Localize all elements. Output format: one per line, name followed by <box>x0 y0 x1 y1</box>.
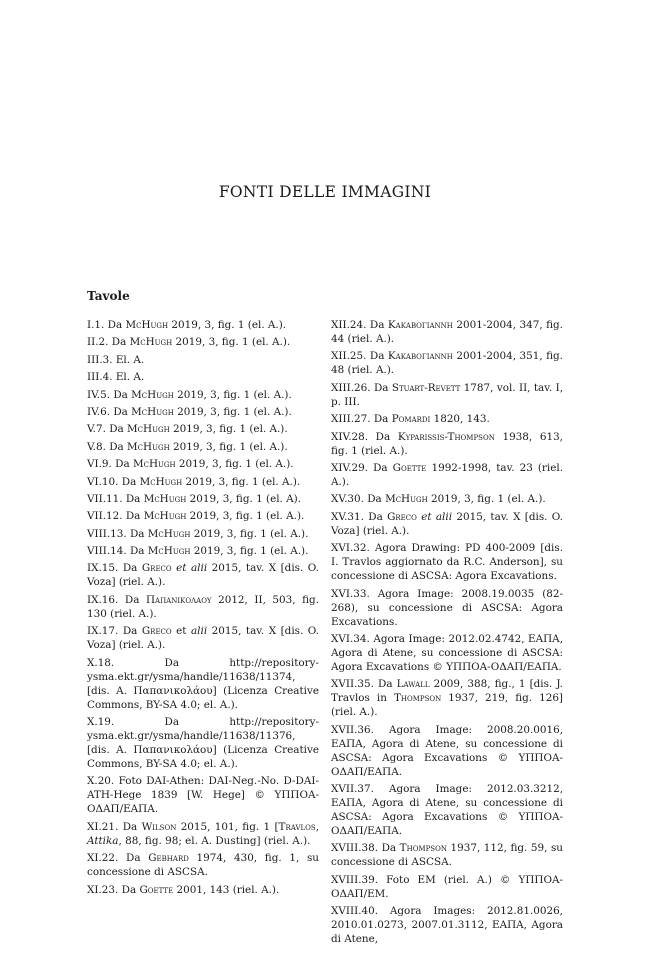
entry-text: , <box>315 820 319 833</box>
source-entry <box>331 873 563 901</box>
entry-id: XII.24. <box>331 319 367 331</box>
entry-text: 2019, 3, fig. 1 (el. A). <box>186 492 302 505</box>
entry-author: McHugh <box>143 492 187 505</box>
entry-author: McHugh <box>127 440 170 453</box>
entry-text: Da <box>104 319 126 331</box>
source-entry <box>87 318 319 332</box>
entry-text: 1937, 112, fig. 59, su concessione di ASCSA. <box>331 842 563 869</box>
entry-text: 1820, 143. <box>430 413 490 426</box>
entry-italic: et alii <box>171 562 208 575</box>
entry-id: I.1. <box>87 319 105 331</box>
page-title: FONTI DELLE IMMAGINI <box>218 183 432 201</box>
entry-text: 2001, 143 (riel. A.). <box>173 883 280 896</box>
entry-author: McHugh <box>129 336 173 349</box>
source-entry <box>87 457 319 471</box>
entry-text: et <box>171 625 191 638</box>
entry-text: Da <box>122 492 144 505</box>
entry-author: Κακαβογιαννη <box>387 350 453 363</box>
entry-text: 2009, 388, fig., 1 [dis. J. Travlos in <box>331 678 563 705</box>
source-entry <box>331 904 563 946</box>
entry-italic: et alii <box>416 510 453 523</box>
entry-text: 2019, 3, fig. 1 (el. A.). <box>173 388 292 401</box>
entry-text: Da <box>118 593 146 606</box>
entry-text: 2001-2004, 347, fig. 44 (riel. A.). <box>331 319 563 345</box>
entry-text: Da <box>363 493 386 506</box>
entry-id: V.7. <box>87 423 106 436</box>
entry-id: XIV.29. <box>331 461 369 474</box>
entry-text: 2015, tav. X [dis. O. Voza] (riel. A.). <box>331 510 563 537</box>
entry-italic: Attika <box>87 834 119 847</box>
source-entry <box>331 461 563 489</box>
entry-text: Foto DAI-Athen: DAI-Neg.-No. D-DAI-ATH-Hege 1839 [W. Hege] © ΥΠΠΟΑ-ΟΔΑΠ/ΕΑΠΑ. <box>87 775 319 816</box>
source-entry <box>87 353 319 367</box>
entry-text: 2019, 3, fig. 1 (el. A.). <box>168 319 287 331</box>
entry-text: 2019, 3, fig. 1 (el. A.). <box>169 440 288 453</box>
entry-id: VII.12. <box>87 510 123 523</box>
entry-id: XIII.26. <box>331 381 371 394</box>
entry-text: 1974, 430, fig. 1, su concessione di ASCSA. <box>87 852 319 879</box>
entry-text: 2019, 3, fig. 1 (el. A.). <box>182 475 301 488</box>
source-entry <box>87 561 319 589</box>
entry-text: 1938, 613, fig. 1 (riel. A.). <box>331 430 563 457</box>
entry-text: Da http://repository-ysma.ekt.gr/ysma/handle/11638/11376, [dis. A. Παπανικολάου] (Licenza Creative Commons, BY-SA 4.0; el. A.). <box>87 716 319 771</box>
entry-text: Da <box>363 510 388 523</box>
entry-author: Greco <box>141 562 172 575</box>
source-entry <box>331 381 563 409</box>
entry-text: Da <box>126 527 148 540</box>
entry-text: Da http://repository-ysma.ekt.gr/ysma/handle/11638/11374, [dis. A. Παπανικολάου] (Licenza Creative Commons, BY-SA 4.0; el. A.). <box>87 656 319 711</box>
entry-id: XVIII.38. <box>331 842 379 855</box>
left-column <box>87 318 319 900</box>
entry-text: 2019, 3, fig. 1 (el. A.). <box>169 423 288 436</box>
entry-id: VIII.14. <box>87 545 127 558</box>
entry-text: , 88, fig. 98; el. A. Dusting] (riel. A.). <box>118 834 311 847</box>
entry-text: Agora Image: 2008.19.0035 (82-268), su concessione di ASCSA: Agora Excavations. <box>331 587 563 628</box>
entry-text: 2019, 3, fig. 1 (el. A.). <box>173 405 292 418</box>
entry-id: VIII.13. <box>87 527 127 540</box>
entry-id: V.8. <box>87 440 106 453</box>
source-entry <box>331 492 563 506</box>
source-entry <box>87 544 319 558</box>
entry-author: Greco <box>387 510 417 523</box>
entry-author: Κακαβογιαννη <box>387 319 453 331</box>
source-entry <box>87 851 319 879</box>
entry-text: 1787, vol. II, tav. I, p. III. <box>331 381 563 408</box>
entry-author: McHugh <box>127 423 170 436</box>
entry-author: Greco <box>141 625 172 638</box>
entry-author: Thompson <box>393 692 442 705</box>
entry-text: Agora Drawing: PD 400-2009 [dis. I. Travlos aggiornato da R.C. Anderson], su concessione di ASCSA: Agora Excavations. <box>331 542 563 583</box>
entry-id: VI.9. <box>87 458 112 471</box>
source-entry <box>87 624 319 652</box>
section-heading: Tavole <box>87 289 130 303</box>
entry-id: II.2. <box>87 336 109 349</box>
entry-text: 2015, tav. X [dis. O. Voza] (riel. A.). <box>87 625 319 652</box>
entry-id: X.18. <box>87 656 115 669</box>
source-entry <box>87 405 319 419</box>
entry-text: 2015, 101, fig. 1 [ <box>176 820 279 833</box>
entry-italic: alii <box>190 625 208 638</box>
entry-id: IX.15. <box>87 562 119 575</box>
entry-text: Da <box>118 852 149 865</box>
source-entry <box>87 440 319 454</box>
entry-text: Da <box>370 381 392 394</box>
entry-text: Da <box>370 413 392 426</box>
entry-text: Da <box>373 678 397 691</box>
entry-text: Da <box>122 510 144 523</box>
entry-text: Da <box>118 883 140 896</box>
entry-text: 2019, 3, fig. 1 (el. A.). <box>190 527 309 540</box>
entry-author: Wilson <box>141 820 177 833</box>
entry-author: McHugh <box>132 458 176 471</box>
entry-text: 2019, 3, fig. 1 (el. A.). <box>175 458 294 471</box>
entry-text: Agora Images: 2012.81.0026, 2010.01.0273, 2007.01.3112, ΕΑΠΑ, Agora di Atene, <box>331 905 563 946</box>
entry-id: XVI.33. <box>331 587 370 600</box>
entry-text: 2019, 3, fig. 1 (el. A.). <box>172 336 291 349</box>
entry-id: XV.30. <box>331 493 364 506</box>
entry-author: Παπανικολαου <box>145 593 212 606</box>
entry-author: Pomardi <box>391 413 431 426</box>
entry-text: 2012, II, 503, fig. 130 (riel. A.). <box>87 593 319 620</box>
entry-text: Da <box>108 336 130 349</box>
source-entry <box>331 430 563 458</box>
source-entry <box>331 412 563 426</box>
entry-id: XII.25. <box>331 350 367 363</box>
source-entry <box>331 841 563 869</box>
entry-id: XI.23. <box>87 883 119 896</box>
source-entry <box>87 715 319 771</box>
source-entry <box>87 656 319 712</box>
source-entry <box>87 527 319 541</box>
source-entry <box>87 820 319 848</box>
entry-author: McHugh <box>385 493 428 506</box>
entry-text: Da <box>366 350 388 363</box>
source-entry <box>331 349 563 377</box>
entry-id: XI.22. <box>87 852 119 865</box>
source-entry <box>87 388 319 402</box>
entry-text: Da <box>118 562 142 575</box>
entry-text: Da <box>118 625 142 638</box>
entry-text: Da <box>368 430 398 443</box>
entry-id: XIV.28. <box>331 430 369 443</box>
entry-id: VII.11. <box>87 492 123 505</box>
source-entry <box>87 509 319 523</box>
entry-text: 2015, tav. X [dis. O. Voza] (riel. A.). <box>87 562 319 589</box>
entry-text: El. A. <box>112 371 145 384</box>
entry-author: McHugh <box>143 510 187 523</box>
entry-text: Da <box>366 319 388 331</box>
entry-text: Da <box>126 545 148 558</box>
entry-id: X.20. <box>87 775 115 788</box>
entry-id: IX.16. <box>87 593 119 606</box>
entry-text: Da <box>105 423 128 436</box>
entry-id: XVI.32. <box>331 542 370 555</box>
entry-id: XI.21. <box>87 820 119 833</box>
entry-text: 1937, 219, fig. 126] (riel. A.). <box>331 692 563 719</box>
source-entry <box>331 510 563 538</box>
entry-author: Kyparissis-Thompson <box>397 430 495 443</box>
entry-id: XVIII.40. <box>331 905 379 918</box>
entry-author: Stuart-Revett <box>391 381 461 394</box>
entry-id: X.19. <box>87 716 115 729</box>
entry-id: XV.31. <box>331 510 364 523</box>
source-entry <box>87 883 319 897</box>
source-entry <box>331 782 563 838</box>
source-entry <box>87 593 319 621</box>
source-entry <box>87 422 319 436</box>
entry-text: Agora Image: 2012.02.4742, ΕΑΠΑ, Agora di Atene, su concessione di ASCSA: Agora Excavations © ΥΠΠΟΑ-ΟΔΑΠ/ΕΑΠΑ. <box>331 632 563 673</box>
entry-text: 2019, 3, fig. 1 (el. A.). <box>427 493 546 506</box>
entry-text: Agora Image: 2012.03.3212, ΕΑΠΑ, Agora di Atene, su concessione di ASCSA: Agora Excavations © ΥΠΠΟΑ-ΟΔΑΠ/ΕΑΠΑ. <box>331 783 563 838</box>
source-entry <box>87 335 319 349</box>
entry-author: McHugh <box>147 545 191 558</box>
source-entry <box>87 370 319 384</box>
entry-id: XVII.37. <box>331 783 374 796</box>
source-entry <box>87 492 319 506</box>
entry-author: Gebhard <box>148 852 189 865</box>
source-entry <box>331 723 563 779</box>
entry-author: Travlos <box>278 820 316 833</box>
entry-author: Goette <box>139 883 174 896</box>
entry-id: IX.17. <box>87 625 119 638</box>
entry-text: El. A. <box>112 353 145 366</box>
entry-author: McHugh <box>125 319 169 331</box>
entry-id: XVI.34. <box>331 632 370 645</box>
entry-author: McHugh <box>131 388 174 401</box>
entry-id: III.3. <box>87 353 113 366</box>
entry-text: Foto EM (riel. A.) © ΥΠΠΟΑ-ΟΔΑΠ/ΕΜ. <box>331 873 563 900</box>
entry-author: McHugh <box>131 405 174 418</box>
source-entry <box>331 677 563 719</box>
source-entry <box>87 774 319 816</box>
entry-text: Da <box>368 461 393 474</box>
entry-author: McHugh <box>139 475 183 488</box>
entry-text: Da <box>105 440 128 453</box>
entry-text: 1992-1998, tav. 23 (riel. A.). <box>331 461 563 488</box>
entry-id: III.4. <box>87 371 113 384</box>
entry-author: Thompson <box>399 842 447 855</box>
entry-id: XIII.27. <box>331 413 371 426</box>
entry-author: Lawall <box>396 678 430 691</box>
entry-text: Da <box>118 475 140 488</box>
entry-text: Agora Image: 2008.20.0016, ΕΑΠΑ, Agora di Atene, su concessione di ASCSA: Agora Excavations © ΥΠΠΟΑ-ΟΔΑΠ/ΕΑΠΑ. <box>331 723 563 778</box>
entry-id: XVII.36. <box>331 723 374 736</box>
entry-id: XVIII.39. <box>331 873 379 886</box>
entry-text: 2001-2004, 351, fig. 48 (riel. A.). <box>331 350 563 377</box>
entry-text: Da <box>111 458 133 471</box>
right-column <box>331 318 563 950</box>
entry-id: XVII.35. <box>331 678 374 691</box>
entry-text: 2019, 3, fig. 1 (el. A.). <box>186 510 305 523</box>
entry-text: Da <box>110 405 132 418</box>
source-entry <box>331 318 563 346</box>
entry-text: 2019, 3, fig. 1 (el. A.). <box>190 545 309 558</box>
entry-id: IV.6. <box>87 405 111 418</box>
entry-id: IV.5. <box>87 388 111 401</box>
entry-author: Goette <box>392 461 427 474</box>
entry-text: Da <box>110 388 132 401</box>
source-entry <box>331 541 563 583</box>
source-entry <box>331 632 563 674</box>
source-entry <box>87 475 319 489</box>
entry-text: Da <box>378 842 400 855</box>
entry-author: McHugh <box>147 527 191 540</box>
source-entry <box>331 587 563 629</box>
entry-text: Da <box>118 820 142 833</box>
entry-id: VI.10. <box>87 475 119 488</box>
